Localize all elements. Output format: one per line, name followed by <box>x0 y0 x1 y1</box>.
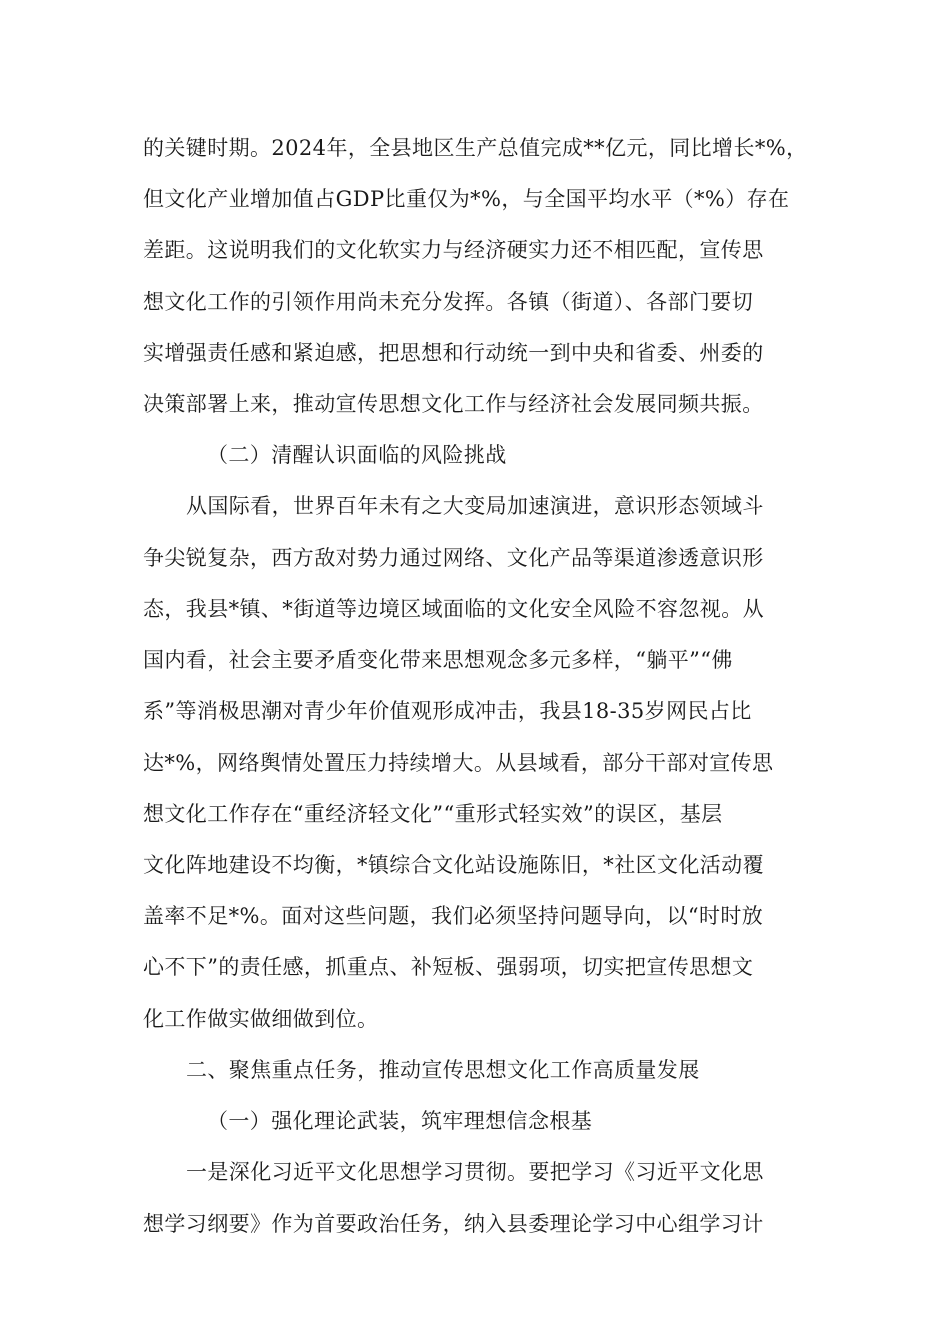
paragraph-line: 文化阵地建设不均衡，*镇综合文化站设施陈旧，*社区文化活动覆 <box>143 853 764 877</box>
paragraph-line: 化工作做实做细做到位。 <box>143 1007 379 1031</box>
paragraph-line: 的关键时期。2024年，全县地区生产总值完成**亿元，同比增长*%， <box>143 136 808 160</box>
paragraph-line: 想文化工作存在“重经济轻文化”“重形式轻实效”的误区，基层 <box>143 802 723 826</box>
paragraph-line: 从国际看，世界百年未有之大变局加速演进，意识形态领域斗 <box>186 494 764 518</box>
paragraph-line: 心不下”的责任感，抓重点、补短板、强弱项，切实把宣传思想文 <box>143 955 754 979</box>
paragraph-line: 一是深化习近平文化思想学习贯彻。要把学习《习近平文化思 <box>186 1160 764 1184</box>
chapter-heading: 二、聚焦重点任务，推动宣传思想文化工作高质量发展 <box>186 1058 700 1082</box>
paragraph-line: 但文化产业增加值占GDP比重仅为*%，与全国平均水平（*%）存在 <box>143 187 790 211</box>
paragraph-line: 达*%，网络舆情处置压力持续增大。从县域看，部分干部对宣传思 <box>143 751 774 775</box>
section-heading: （二）清醒认识面临的风险挑战 <box>207 443 507 467</box>
paragraph-line: 决策部署上来，推动宣传思想文化工作与经济社会发展同频共振。 <box>143 392 764 416</box>
section-heading: （一）强化理论武装，筑牢理想信念根基 <box>207 1109 593 1133</box>
paragraph-line: 态，我县*镇、*街道等边境区域面临的文化安全风险不容忽视。从 <box>143 597 764 621</box>
paragraph-line: 盖率不足*%。面对这些问题，我们必须坚持问题导向，以“时时放 <box>143 904 764 928</box>
paragraph-line: 差距。这说明我们的文化软实力与经济硬实力还不相匹配，宣传思 <box>143 238 764 262</box>
paragraph-line: 争尖锐复杂，西方敌对势力通过网络、文化产品等渠道渗透意识形 <box>143 546 764 570</box>
paragraph-line: 国内看，社会主要矛盾变化带来思想观念多元多样，“躺平”“佛 <box>143 648 733 672</box>
paragraph-line: 想学习纲要》作为首要政治任务，纳入县委理论学习中心组学习计 <box>143 1212 764 1236</box>
paragraph-line: 想文化工作的引领作用尚未充分发挥。各镇（街道）、各部门要切 <box>143 290 754 314</box>
paragraph-line: 实增强责任感和紧迫感，把思想和行动统一到中央和省委、州委的 <box>143 341 764 365</box>
paragraph-line: 系”等消极思潮对青少年价值观形成冲击，我县18-35岁网民占比 <box>143 699 752 723</box>
